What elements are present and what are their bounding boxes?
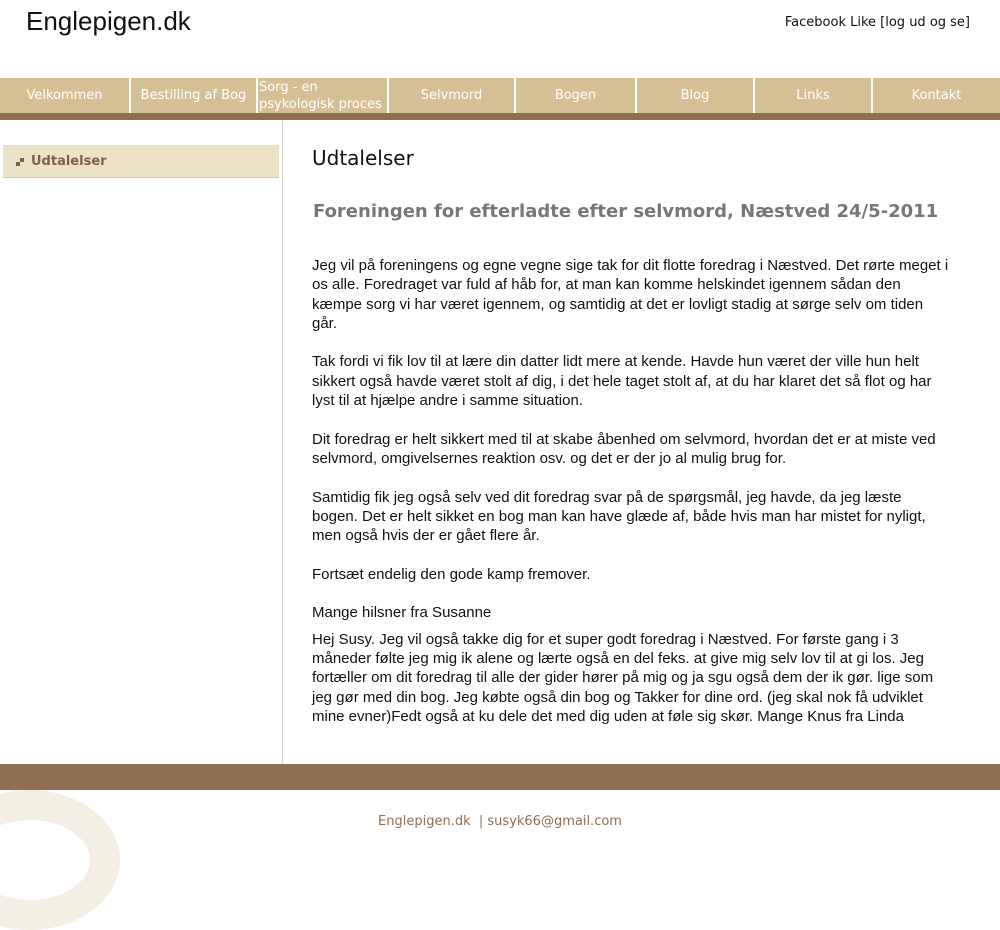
sidebar-item-udtalelser[interactable] bbox=[3, 145, 279, 178]
facebook-like-link[interactable]: Facebook Like bbox=[784, 15, 877, 30]
nav-item-kontakt[interactable]: Kontakt bbox=[911, 88, 962, 103]
nav-item-sorg[interactable]: Sorg - en psykologisk proces bbox=[258, 78, 389, 113]
paragraph: Fortsæt endelig den gode kamp fremover. bbox=[312, 565, 591, 583]
nav-bottom-border bbox=[0, 113, 1000, 120]
footer-bar bbox=[0, 764, 1000, 790]
footer-site-link[interactable]: Englepigen.dk bbox=[378, 814, 471, 829]
header bbox=[0, 0, 1000, 78]
paragraph: Dit foredrag er helt sikkert med til at skabe åbenhed om selvmord, hvordan det er at miste ved selvmord, omgivelsernes reaktion osv. og det er der jo al mulig brug for. bbox=[312, 430, 936, 467]
decorative-curve bbox=[0, 790, 120, 930]
main-nav bbox=[0, 78, 1000, 113]
site-title[interactable]: Englepigen.dk bbox=[26, 6, 191, 36]
article-subheading: Foreningen for efterladte efter selvmord, Næstved 24/5-2011 bbox=[313, 201, 939, 222]
paragraph: Samtidig fik jeg også selv ved dit foredrag svar på de spørgsmål, jeg havde, da jeg læste bogen. Det er helt sikket en bog man kan have glæde af, både hvis man har mistet for nyligt, men også hvis der er gået flere år. bbox=[312, 488, 926, 545]
nav-item-links[interactable]: Links bbox=[755, 78, 873, 113]
nav-item-velkommen[interactable]: Velkommen bbox=[0, 78, 131, 113]
footer-separator: | bbox=[478, 814, 484, 829]
paragraph: Jeg vil på foreningens og egne vegne sige tak for dit flotte foredrag i Næstved. Det rørte meget i os alle. Foredraget var fuld af håb for, at man kan komme helskindet igennem sådan den kæmpe sorg vi har været igennem, og samtidig at det er lovligt stadig at sørge selv om tiden går. bbox=[312, 257, 949, 332]
page-title: Udtalelser bbox=[312, 146, 414, 170]
nav-item-selvmord[interactable]: Selvmord bbox=[389, 78, 516, 113]
nav-item-bestilling-af-bog[interactable]: Bestilling af Bog bbox=[131, 78, 258, 113]
logout-link[interactable]: [log ud og se] bbox=[880, 15, 970, 30]
footer-email-link[interactable]: susyk66@gmail.com bbox=[487, 814, 622, 829]
header-links bbox=[785, 15, 970, 30]
footer bbox=[0, 814, 1000, 829]
nav-item-blog[interactable]: Blog bbox=[637, 78, 755, 113]
article-body bbox=[312, 256, 950, 726]
signature: Mange hilsner fra Susanne bbox=[312, 604, 492, 622]
nav-item-bogen[interactable]: Bogen bbox=[516, 78, 637, 113]
paragraph: Hej Susy. Jeg vil også takke dig for et super godt foredrag i Næstved. For første gang i 3 måneder følte jeg mig ik alene og lærte også en del feks. at give mig selv lov til at gi los. Jeg fortæller om dit foredrag til alle der gider hører på mig og ja sgu også dem der ik gør. lige som jeg gør med din bog. Jeg købte også din bog og Takker for dine ord. (jeg skal nok få udviklet mine evner)Fedt også at ku dele det med dig uden at føle sig skør. Mange Knus fra Linda bbox=[312, 630, 934, 725]
paragraph: Tak fordi vi fik lov til at lære din datter lidt mere at kende. Havde hun været der ville hun helt sikkert også havde været stolt af dig, i det hele taget stolt af, at du har klaret det så flot og har lyst til at hjælpe andre i samme situation. bbox=[312, 353, 932, 410]
bullet-icon bbox=[16, 157, 25, 166]
sidebar bbox=[0, 120, 283, 764]
sidebar-item-label: Udtalelser bbox=[31, 153, 107, 169]
